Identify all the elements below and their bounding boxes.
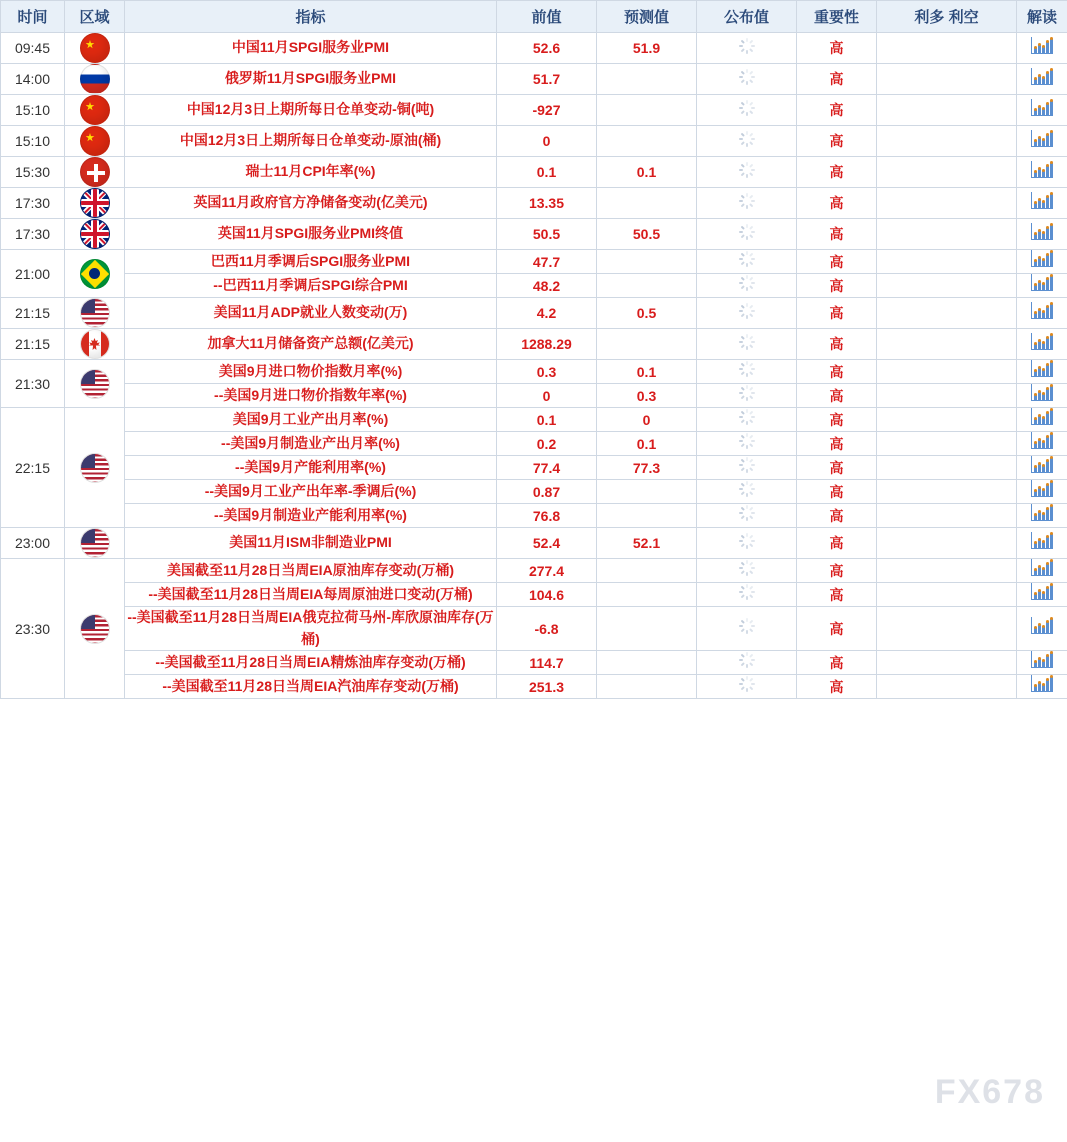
bullish-bearish-value <box>877 432 1017 456</box>
table-row[interactable] <box>1 583 1067 607</box>
bullish-bearish-value <box>877 480 1017 504</box>
previous-value: 1288.29 <box>497 329 597 360</box>
table-row[interactable] <box>1 432 1067 456</box>
forecast-value <box>597 583 697 607</box>
analysis-chart-cell[interactable] <box>1017 64 1067 95</box>
indicator-name[interactable]: --美国截至11月28日当周EIA每周原油进口变动(万桶) <box>125 583 497 607</box>
table-row[interactable] <box>1 298 1067 329</box>
bullish-bearish-value <box>877 219 1017 250</box>
importance-level: 高 <box>797 274 877 298</box>
bullish-bearish-value <box>877 504 1017 528</box>
bullish-bearish-value <box>877 408 1017 432</box>
analysis-chart-cell[interactable] <box>1017 528 1067 559</box>
previous-value: 76.8 <box>497 504 597 528</box>
analysis-chart-cell[interactable] <box>1017 329 1067 360</box>
previous-value: 114.7 <box>497 651 597 675</box>
previous-value: 47.7 <box>497 250 597 274</box>
event-time: 21:30 <box>1 360 65 408</box>
importance-level: 高 <box>797 157 877 188</box>
table-row[interactable] <box>1 384 1067 408</box>
actual-value-loading <box>697 157 797 188</box>
previous-value: 0.87 <box>497 480 597 504</box>
bullish-bearish-value <box>877 250 1017 274</box>
importance-level: 高 <box>797 432 877 456</box>
watermark: FX678 <box>934 1073 1045 1111</box>
event-time: 22:15 <box>1 408 65 528</box>
forecast-value: 51.9 <box>597 33 697 64</box>
previous-value: 48.2 <box>497 274 597 298</box>
analysis-chart-cell[interactable] <box>1017 274 1067 298</box>
forecast-value <box>597 504 697 528</box>
indicator-name[interactable]: --美国截至11月28日当周EIA俄克拉荷马州-库欣原油库存(万桶) <box>125 607 497 651</box>
table-row[interactable] <box>1 528 1067 559</box>
importance-level: 高 <box>797 64 877 95</box>
event-time: 14:00 <box>1 64 65 95</box>
importance-level: 高 <box>797 651 877 675</box>
actual-value-loading <box>697 274 797 298</box>
actual-value-loading <box>697 675 797 699</box>
flag-usa <box>65 408 125 528</box>
previous-value: 51.7 <box>497 64 597 95</box>
actual-value-loading <box>697 559 797 583</box>
analysis-chart-cell[interactable] <box>1017 504 1067 528</box>
bullish-bearish-value <box>877 456 1017 480</box>
analysis-chart-cell[interactable] <box>1017 651 1067 675</box>
previous-value: 50.5 <box>497 219 597 250</box>
table-row[interactable] <box>1 329 1067 360</box>
actual-value-loading <box>697 456 797 480</box>
previous-value: 251.3 <box>497 675 597 699</box>
forecast-value <box>597 480 697 504</box>
analysis-chart-cell[interactable] <box>1017 456 1067 480</box>
table-row[interactable] <box>1 219 1067 250</box>
forecast-value <box>597 651 697 675</box>
column-header-bullish-bearish[interactable]: 利多 利空 <box>877 1 1017 33</box>
importance-level: 高 <box>797 360 877 384</box>
table-row[interactable] <box>1 188 1067 219</box>
bullish-bearish-value <box>877 384 1017 408</box>
importance-level: 高 <box>797 298 877 329</box>
indicator-name[interactable]: --美国9月制造业产出月率(%) <box>125 432 497 456</box>
indicator-name[interactable]: 中国12月3日上期所每日仓单变动-铜(吨) <box>125 95 497 126</box>
table-row[interactable] <box>1 480 1067 504</box>
actual-value-loading <box>697 298 797 329</box>
flag-switzerland <box>65 157 125 188</box>
analysis-chart-cell[interactable] <box>1017 607 1067 651</box>
event-time: 09:45 <box>1 33 65 64</box>
flag-china <box>65 95 125 126</box>
actual-value-loading <box>697 384 797 408</box>
importance-level: 高 <box>797 329 877 360</box>
forecast-value <box>597 329 697 360</box>
table-row[interactable] <box>1 274 1067 298</box>
event-time: 17:30 <box>1 188 65 219</box>
header-row <box>1 1 1067 33</box>
analysis-chart-cell[interactable] <box>1017 250 1067 274</box>
event-time: 21:00 <box>1 250 65 298</box>
actual-value-loading <box>697 528 797 559</box>
forecast-value <box>597 95 697 126</box>
actual-value-loading <box>697 480 797 504</box>
event-time: 21:15 <box>1 298 65 329</box>
analysis-chart-cell[interactable] <box>1017 480 1067 504</box>
table-row[interactable] <box>1 559 1067 583</box>
bullish-bearish-value <box>877 559 1017 583</box>
table-row[interactable] <box>1 651 1067 675</box>
indicator-name[interactable]: --美国9月制造业产能利用率(%) <box>125 504 497 528</box>
forecast-value: 52.1 <box>597 528 697 559</box>
previous-value: -927 <box>497 95 597 126</box>
column-header-analysis[interactable]: 解读 <box>1017 1 1067 33</box>
importance-level: 高 <box>797 480 877 504</box>
forecast-value: 50.5 <box>597 219 697 250</box>
analysis-chart-cell[interactable] <box>1017 408 1067 432</box>
indicator-name[interactable]: --美国9月进口物价指数年率(%) <box>125 384 497 408</box>
flag-usa <box>65 559 125 699</box>
bullish-bearish-value <box>877 157 1017 188</box>
indicator-name[interactable]: 美国9月工业产出月率(%) <box>125 408 497 432</box>
forecast-value <box>597 126 697 157</box>
actual-value-loading <box>697 33 797 64</box>
table-header <box>1 1 1067 33</box>
importance-level: 高 <box>797 384 877 408</box>
previous-value: 4.2 <box>497 298 597 329</box>
event-time: 15:30 <box>1 157 65 188</box>
table-row[interactable] <box>1 95 1067 126</box>
indicator-name[interactable]: --巴西11月季调后SPGI综合PMI <box>125 274 497 298</box>
table-row[interactable] <box>1 675 1067 699</box>
bullish-bearish-value <box>877 298 1017 329</box>
forecast-value <box>597 675 697 699</box>
importance-level: 高 <box>797 95 877 126</box>
previous-value: 0.3 <box>497 360 597 384</box>
forecast-value <box>597 188 697 219</box>
indicator-name[interactable]: 瑞士11月CPI年率(%) <box>125 157 497 188</box>
bullish-bearish-value <box>877 675 1017 699</box>
column-header-forecast[interactable]: 预测值 <box>597 1 697 33</box>
flag-usa <box>65 528 125 559</box>
importance-level: 高 <box>797 219 877 250</box>
importance-level: 高 <box>797 528 877 559</box>
previous-value: 104.6 <box>497 583 597 607</box>
column-header-importance[interactable]: 重要性 <box>797 1 877 33</box>
bullish-bearish-value <box>877 188 1017 219</box>
bullish-bearish-value <box>877 360 1017 384</box>
event-time: 17:30 <box>1 219 65 250</box>
flag-china <box>65 126 125 157</box>
flag-china <box>65 33 125 64</box>
importance-level: 高 <box>797 559 877 583</box>
indicator-name[interactable]: 中国12月3日上期所每日仓单变动-原油(桶) <box>125 126 497 157</box>
flag-usa <box>65 298 125 329</box>
column-header-indicator[interactable]: 指标 <box>125 1 497 33</box>
importance-level: 高 <box>797 607 877 651</box>
actual-value-loading <box>697 360 797 384</box>
event-time: 23:00 <box>1 528 65 559</box>
flag-russia <box>65 64 125 95</box>
indicator-name[interactable]: --美国截至11月28日当周EIA精炼油库存变动(万桶) <box>125 651 497 675</box>
indicator-name[interactable]: 中国11月SPGI服务业PMI <box>125 33 497 64</box>
indicator-name[interactable]: 英国11月政府官方净储备变动(亿美元) <box>125 188 497 219</box>
forecast-value: 0.1 <box>597 157 697 188</box>
indicator-name[interactable]: 美国9月进口物价指数月率(%) <box>125 360 497 384</box>
analysis-chart-cell[interactable] <box>1017 188 1067 219</box>
table-row[interactable] <box>1 64 1067 95</box>
previous-value: 277.4 <box>497 559 597 583</box>
bullish-bearish-value <box>877 329 1017 360</box>
importance-level: 高 <box>797 250 877 274</box>
forecast-value: 0.1 <box>597 432 697 456</box>
bullish-bearish-value <box>877 528 1017 559</box>
forecast-value: 77.3 <box>597 456 697 480</box>
previous-value: 52.6 <box>497 33 597 64</box>
analysis-chart-cell[interactable] <box>1017 384 1067 408</box>
indicator-name[interactable]: 美国11月ISM非制造业PMI <box>125 528 497 559</box>
actual-value-loading <box>697 329 797 360</box>
event-time: 15:10 <box>1 95 65 126</box>
importance-level: 高 <box>797 504 877 528</box>
analysis-chart-cell[interactable] <box>1017 157 1067 188</box>
analysis-chart-cell[interactable] <box>1017 675 1067 699</box>
bullish-bearish-value <box>877 274 1017 298</box>
event-time: 15:10 <box>1 126 65 157</box>
actual-value-loading <box>697 607 797 651</box>
column-header-region[interactable]: 区域 <box>65 1 125 33</box>
forecast-value <box>597 607 697 651</box>
previous-value: 13.35 <box>497 188 597 219</box>
bullish-bearish-value <box>877 583 1017 607</box>
previous-value: 52.4 <box>497 528 597 559</box>
column-header-time[interactable]: 时间 <box>1 1 65 33</box>
analysis-chart-cell[interactable] <box>1017 33 1067 64</box>
importance-level: 高 <box>797 408 877 432</box>
table-row[interactable] <box>1 607 1067 651</box>
previous-value: 0.2 <box>497 432 597 456</box>
analysis-chart-cell[interactable] <box>1017 432 1067 456</box>
forecast-value <box>597 274 697 298</box>
bullish-bearish-value <box>877 651 1017 675</box>
actual-value-loading <box>697 432 797 456</box>
table-row[interactable] <box>1 504 1067 528</box>
indicator-name[interactable]: --美国9月工业产出年率-季调后(%) <box>125 480 497 504</box>
flag-brazil <box>65 250 125 298</box>
bullish-bearish-value <box>877 64 1017 95</box>
analysis-chart-cell[interactable] <box>1017 219 1067 250</box>
forecast-value <box>597 559 697 583</box>
indicator-name[interactable]: 英国11月SPGI服务业PMI终值 <box>125 219 497 250</box>
importance-level: 高 <box>797 33 877 64</box>
flag-uk <box>65 219 125 250</box>
previous-value: 0 <box>497 126 597 157</box>
flag-canada <box>65 329 125 360</box>
actual-value-loading <box>697 95 797 126</box>
actual-value-loading <box>697 64 797 95</box>
analysis-chart-cell[interactable] <box>1017 126 1067 157</box>
event-time: 21:15 <box>1 329 65 360</box>
column-header-actual[interactable]: 公布值 <box>697 1 797 33</box>
table-row[interactable] <box>1 250 1067 274</box>
previous-value: 0.1 <box>497 157 597 188</box>
analysis-chart-cell[interactable] <box>1017 298 1067 329</box>
indicator-name[interactable]: 加拿大11月储备资产总额(亿美元) <box>125 329 497 360</box>
analysis-chart-cell[interactable] <box>1017 360 1067 384</box>
actual-value-loading <box>697 250 797 274</box>
flag-uk <box>65 188 125 219</box>
table-body <box>1 33 1067 699</box>
table-row[interactable] <box>1 360 1067 384</box>
actual-value-loading <box>697 408 797 432</box>
actual-value-loading <box>697 504 797 528</box>
actual-value-loading <box>697 651 797 675</box>
actual-value-loading <box>697 583 797 607</box>
bullish-bearish-value <box>877 607 1017 651</box>
column-header-previous[interactable]: 前值 <box>497 1 597 33</box>
analysis-chart-cell[interactable] <box>1017 583 1067 607</box>
importance-level: 高 <box>797 583 877 607</box>
previous-value: 0 <box>497 384 597 408</box>
bullish-bearish-value <box>877 126 1017 157</box>
indicator-name[interactable]: --美国截至11月28日当周EIA汽油库存变动(万桶) <box>125 675 497 699</box>
indicator-name[interactable]: 美国截至11月28日当周EIA原油库存变动(万桶) <box>125 559 497 583</box>
table-row[interactable] <box>1 157 1067 188</box>
previous-value: -6.8 <box>497 607 597 651</box>
forecast-value <box>597 250 697 274</box>
bullish-bearish-value <box>877 33 1017 64</box>
actual-value-loading <box>697 126 797 157</box>
table-row[interactable] <box>1 408 1067 432</box>
event-time: 23:30 <box>1 559 65 699</box>
indicator-name[interactable]: --美国9月产能利用率(%) <box>125 456 497 480</box>
analysis-chart-cell[interactable] <box>1017 559 1067 583</box>
importance-level: 高 <box>797 456 877 480</box>
table-row[interactable] <box>1 456 1067 480</box>
importance-level: 高 <box>797 675 877 699</box>
forecast-value: 0.1 <box>597 360 697 384</box>
forecast-value: 0 <box>597 408 697 432</box>
indicator-name[interactable]: 美国11月ADP就业人数变动(万) <box>125 298 497 329</box>
forecast-value: 0.5 <box>597 298 697 329</box>
indicator-name[interactable]: 巴西11月季调后SPGI服务业PMI <box>125 250 497 274</box>
table-row[interactable] <box>1 33 1067 64</box>
flag-usa <box>65 360 125 408</box>
importance-level: 高 <box>797 126 877 157</box>
bullish-bearish-value <box>877 95 1017 126</box>
table-row[interactable] <box>1 126 1067 157</box>
previous-value: 0.1 <box>497 408 597 432</box>
previous-value: 77.4 <box>497 456 597 480</box>
actual-value-loading <box>697 219 797 250</box>
forecast-value: 0.3 <box>597 384 697 408</box>
importance-level: 高 <box>797 188 877 219</box>
actual-value-loading <box>697 188 797 219</box>
analysis-chart-cell[interactable] <box>1017 95 1067 126</box>
indicator-name[interactable]: 俄罗斯11月SPGI服务业PMI <box>125 64 497 95</box>
forecast-value <box>597 64 697 95</box>
